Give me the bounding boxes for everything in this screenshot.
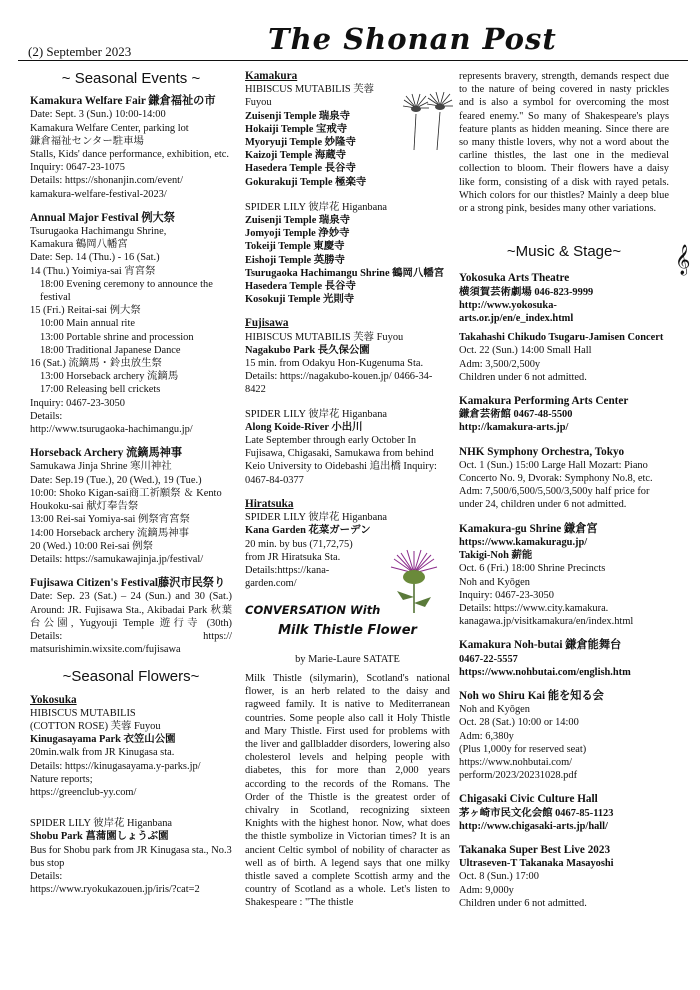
- event-annual-festival: [30, 212, 232, 436]
- concert-line: Oct. 28 (Sat.) 10:00 or 14:00: [459, 717, 579, 729]
- article-title-line2: Milk Thistle Flower: [278, 622, 417, 638]
- venue-title: Kamakura-gu Shrine 鎌倉宮: [459, 522, 598, 535]
- flower-line: 20 min. by bus (71,72,75): [245, 538, 353, 550]
- event-line: 20 (Wed.) 10:00 Rei-sai 例祭: [30, 540, 153, 552]
- flowers-yokosuka: [30, 694, 232, 800]
- venue-contact: 鎌倉芸術館 0467-48-5500: [459, 409, 573, 421]
- concert-link[interactable]: perform/2023/20231028.pdf: [459, 770, 578, 782]
- event-title: Kamakura Welfare Fair 鎌倉福祉の市: [30, 95, 216, 108]
- flower-line: HIBISCUS MUTABILIS 芙蓉 Fuyou: [245, 331, 404, 343]
- event-title: Horseback Archery 流鏑馬神事: [30, 447, 183, 460]
- seasonal-flowers-heading: ~Seasonal Flowers~: [62, 668, 200, 686]
- area-title: Yokosuka: [30, 693, 77, 706]
- temple-item: Jomyoji Temple 浄妙寺: [245, 228, 350, 240]
- temple-item: Myoryuji Temple 妙隆寺: [245, 137, 356, 149]
- header-rule: [18, 60, 688, 61]
- event-line: Kamakura 鶴岡八幡宮: [30, 239, 128, 251]
- concert-link[interactable]: https://www.nohbutai.com/: [459, 756, 573, 768]
- event-welfare-fair: [30, 95, 232, 201]
- flowers-shobu: [30, 817, 232, 896]
- concert-line: Adm: 9,000y: [459, 884, 514, 896]
- event-horseback-archery: [30, 447, 232, 566]
- temple-item: Eishoji Temple 英勝寺: [245, 254, 345, 266]
- article-body: Milk Thistle (silymarin), Scotland's national flower, is an herb related to the daisy and ragweed family. It is native to Mediterranean countries. Some people also call it Holy Thistle and Mary Thistle. First used for problems with the liver and gallbladder disorders, lowering also cholesterol levels and helping people with diabetes, this for more than 2,000 years according to the records of the Romans. The Order of the Thistle is the greatest order of chivalry in Scotland, recognizing sixteen Knights with the highest honor. Now, what does the thistle symbolize in Victorian times? It is an ancient Celtic symbol of nobility of character as well as of birth. A legend says that one milky thistle saved a complete Scottish army and the country of Scotland as a whole. Let's listen to Shakespeare : "The thistle: [245, 672, 450, 909]
- event-link[interactable]: http://www.tsurugaoka-hachimangu.jp/: [30, 424, 193, 436]
- concert-line: Adm: 6,380y: [459, 730, 514, 742]
- article-title-line1: CONVERSATION With: [245, 603, 381, 618]
- masthead: [0, 0, 700, 62]
- venue-chigasaki-hall: [459, 793, 669, 833]
- event-line: Date: Sept. 3 (Sun.) 10:00-14:00: [30, 109, 166, 121]
- flower-line: SPIDER LILY 彼岸花 Higanbana: [245, 201, 388, 213]
- concert-line: Oct. 6 (Fri.) 18:00 Shrine Precincts: [459, 563, 606, 575]
- event-line: 17:00 Releasing bell crickets: [40, 384, 161, 396]
- column-music-stage: [459, 70, 669, 921]
- temple-item: Zuisenji Temple 瑞泉寺: [245, 215, 351, 227]
- flower-line: (COTTON ROSE) 芙蓉 Fuyou: [30, 720, 161, 732]
- flower-line: SPIDER LILY 彼岸花 Higanbana: [245, 512, 388, 524]
- temple-item: Hokaiji Temple 宝戒寺: [245, 123, 348, 135]
- concert-link[interactable]: kanagawa.jp/visitkamakura/en/index.html: [459, 616, 634, 628]
- music-stage-heading: ~Music & Stage~: [506, 243, 622, 261]
- flower-text: Late September through early October In Fujisawa, Chigasaki, Samukawa from behind Keio University to Oidebashi 追出橋 Inquiry: 0467-84-0377: [245, 435, 437, 486]
- article-body-continued: represents bravery, strength, demands respect due to the nature of being covered in nasty prickles and is also a symbol for overcoming the most feared enemy." So many of Shakespeare's plays feature plants as hidden meaning. Since there are so many thistle lovers, why not a word about the carline thistles, the last one in the medieval collection to bloom. Their flowers have a daisy like form, consisting of a disk with rayed petals. Which colors for our thistles? Mainly a deep blue or a strong pink, besides many other variations.: [459, 71, 669, 215]
- temple-item: Zuisenji Temple 瑞泉寺: [245, 110, 351, 122]
- event-title: Fujisawa Citizen's Festival藤沢市民祭り: [30, 577, 226, 590]
- column-seasonal: [30, 70, 232, 907]
- venue-kamakuragu: [459, 523, 669, 629]
- temple-item: Hasedera Temple 長谷寺: [245, 163, 356, 175]
- event-line: 14:00 Horseback archery 流鏑馬神事: [30, 527, 189, 539]
- venue-title: NHK Symphony Orchestra, Tokyo: [459, 445, 625, 458]
- venue-link[interactable]: http://www.chigasaki-arts.jp/hall/: [459, 820, 608, 832]
- event-noh-wo-shiru-kai: [459, 690, 669, 782]
- park-name: Shobu Park 菖蒲園しょうぶ園: [30, 831, 169, 843]
- spider-lily-illustration: [402, 92, 462, 152]
- venue-title: Chigasaki Civic Culture Hall: [459, 793, 598, 806]
- event-line: Inquiry: 0467-23-3050: [30, 397, 125, 409]
- flower-line: 20min.walk from JR Kinugasa sta.: [30, 747, 175, 759]
- event-takanaka: [459, 844, 669, 910]
- venue-link[interactable]: https://www.nohbutai.com/english.htm: [459, 666, 631, 678]
- event-line: 13:00 Portable shrine and procession: [40, 331, 194, 343]
- temple-item: Kaizoji Temple 海蔵寺: [245, 150, 347, 162]
- venue-contact: 茅ヶ崎市民文化会館 0467-85-1123: [459, 807, 614, 819]
- temple-item: Gokurakuji Temple 極楽寺: [245, 176, 367, 188]
- flower-text: 15 min. from Odakyu Hon-Kugenuma Sta. Details: https://nagakubo-kouen.jp/ 0466-34-8422: [245, 358, 433, 396]
- concert-line: Noh and Kyōgen: [459, 704, 530, 716]
- flower-link[interactable]: Details:https://kana-: [245, 564, 330, 576]
- event-fujisawa-festival: [30, 577, 232, 656]
- concert-line: Adm: 3,500/2,500y: [459, 358, 541, 370]
- event-link[interactable]: Details: https://samukawajinja.jp/festival/: [30, 553, 204, 565]
- venue-title: Yokosuka Arts Theatre: [459, 272, 570, 285]
- flower-line: HIBISCUS MUTABILIS: [30, 707, 136, 719]
- venue-contact: 0467-22-5557: [459, 653, 518, 665]
- temple-item: Tokeiji Temple 東慶寺: [245, 241, 345, 253]
- event-line: 鎌倉福祉センター駐車場: [30, 135, 144, 147]
- temple-item: Kosokuji Temple 光則寺: [245, 294, 355, 306]
- concert-line: (Plus 1,000y for reserved seat): [459, 743, 587, 755]
- event-line: Details:: [30, 410, 63, 422]
- venue-yokosuka-arts: [459, 272, 669, 384]
- event-line: Date: Sep.19 (Tue.), 20 (Wed.), 19 (Tue.): [30, 474, 202, 486]
- venue-contact: 横須賀芸術劇場 046-823-9999: [459, 286, 594, 298]
- park-name: Nagakubo Park 長久保公園: [245, 344, 370, 356]
- concert-line: Oct. 22 (Sun.) 14:00 Small Hall: [459, 345, 592, 357]
- event-link[interactable]: kamakura-welfare-festival-2023/: [30, 188, 167, 200]
- park-name: Kana Garden 花菜ガーデン: [245, 525, 371, 537]
- event-line: Date: Sep. 14 (Thu.) - 16 (Sat.): [30, 252, 160, 264]
- concert-line: Noh and Kyōgen: [459, 576, 530, 588]
- event-nhk-symphony: [459, 446, 669, 512]
- venue-title: Takanaka Super Best Live 2023: [459, 843, 611, 856]
- event-line: 14 (Thu.) Yoimiya-sai 宵宮祭: [30, 265, 156, 277]
- event-line: Kamakura Welfare Center, parking lot: [30, 122, 189, 134]
- event-link[interactable]: Details: https://shonanjin.com/event/: [30, 175, 183, 187]
- event-line: 10:00: Shoko Kigan-sai商工祈願祭 ＆ Kento Houkoku-sai 献灯奉告祭: [30, 487, 222, 513]
- flower-line: Nature reports;: [30, 773, 93, 785]
- concert-title: Takahashi Chikudo Tsugaru-Jamisen Concert: [459, 332, 664, 344]
- concert-line: Oct. 8 (Sun.) 17:00: [459, 871, 539, 883]
- park-name: Along Koide-River 小出川: [245, 421, 363, 433]
- venue-title: Kamakura Performing Arts Center: [459, 395, 629, 408]
- newsletter-title: The Shonan Post: [268, 22, 557, 56]
- article-byline: by Marie-Laure SATATE: [295, 653, 400, 665]
- milk-thistle-illustration: [383, 545, 445, 615]
- event-line: 18:00 Traditional Japanese Dance: [40, 344, 181, 356]
- venue-title: Noh wo Shiru Kai 能を知る会: [459, 689, 604, 702]
- temple-item: Tsurugaoka Hachimangu Shrine 鶴岡八幡宮: [245, 267, 445, 279]
- venue-title: Kamakura Noh-butai 鎌倉能舞台: [459, 639, 622, 652]
- venue-link[interactable]: http://kamakura-arts.jp/: [459, 422, 569, 434]
- venue-link[interactable]: http://www.yokosuka-arts.or.jp/en/e_index.html: [459, 299, 574, 325]
- event-line: Inquiry: 0647-23-1075: [30, 162, 125, 174]
- park-name: Kinugasayama Park 衣笠山公園: [30, 734, 176, 746]
- flower-line: SPIDER LILY 彼岸花 Higanbana: [30, 818, 173, 830]
- area-title: Hiratsuka: [245, 497, 294, 510]
- seasonal-events-heading: ~ Seasonal Events ~: [61, 70, 201, 87]
- event-line: Tsurugaoka Hachimangu Shrine,: [30, 226, 167, 238]
- concert-title: Takigi-Noh 薪能: [459, 550, 533, 562]
- event-line: 13:00 Horseback archery 流鏑馬: [40, 371, 179, 383]
- concert-title: Ultraseven-T Takanaka Masayoshi: [459, 858, 614, 870]
- flower-link[interactable]: https://www.ryokukazouen.jp/iris/?cat=2: [30, 884, 200, 896]
- treble-clef-icon: 𝄞: [675, 245, 691, 275]
- flower-link[interactable]: garden.com/: [245, 578, 297, 590]
- event-line: Samukawa Jinja Shrine 寒川神社: [30, 461, 172, 473]
- column-flowers-article: [245, 70, 450, 910]
- flower-line: HIBISCUS MUTABILIS 芙蓉 Fuyou: [245, 84, 375, 109]
- event-title: Annual Major Festival 例大祭: [30, 211, 175, 224]
- flower-line: Bus for Shobu park from JR Kinugasa sta., No.3 bus stop: [30, 844, 232, 869]
- flowers-fujisawa: [245, 317, 450, 486]
- event-text: Date: Sep. 23 (Sat.) – 24 (Sun.) and 30 (Sat.) Around: JR. Fujisawa Sta., Akibadai Park 秋葉台公園, Yugyouji Temple 遊行寺 (30th) Details: https:// matsurishimin.wixsite.com/fujisawa: [30, 591, 232, 656]
- event-line: Stalls, Kids' dance performance, exhibition, etc.: [30, 149, 229, 161]
- concert-link[interactable]: Details: https://www.city.kamakura.: [459, 602, 609, 614]
- concert-line: Children under 6 not admitted.: [459, 371, 587, 383]
- issue-label: (2) September 2023: [28, 44, 132, 59]
- venue-kamakura-arts: [459, 395, 669, 435]
- event-line: 15 (Fri.) Reitai-sai 例大祭: [30, 305, 141, 317]
- area-title: Kamakura: [245, 70, 298, 82]
- flower-link[interactable]: https://greenclub-yy.com/: [30, 786, 137, 798]
- event-line: 16 (Sat.) 流鏑馬・鈴虫放生祭: [30, 358, 162, 370]
- venue-noh-butai: [459, 639, 669, 679]
- flower-link[interactable]: Details: https://kinugasayama.y-parks.jp/: [30, 760, 201, 772]
- concert-line: Children under 6 not admitted.: [459, 897, 587, 909]
- event-line: 18:00 Evening ceremony to announce the festival: [40, 278, 213, 304]
- flower-line: from JR Hiratsuka Sta.: [245, 551, 341, 563]
- flower-line: SPIDER LILY 彼岸花 Higanbana: [245, 408, 388, 420]
- flower-line: Details:: [30, 870, 63, 882]
- event-line: 10:00 Main annual rite: [40, 318, 135, 330]
- venue-link[interactable]: https://www.kamakuragu.jp/: [459, 536, 588, 548]
- event-line: 13:00 Rei-sai Yomiya-sai 例祭宵宮祭: [30, 514, 190, 526]
- concert-text: Oct. 1 (Sun.) 15:00 Large Hall Mozart: Piano Concerto No. 9, Dvorak: Symphony No.8, etc. Adm: 7,500/6,500/5,500/3,500y half price for under 24, children under 6 not admitted.: [459, 459, 653, 511]
- concert-line: Inquiry: 0467-23-3050: [459, 589, 554, 601]
- temple-item: Hasedera Temple 長谷寺: [245, 281, 356, 293]
- area-title: Fujisawa: [245, 317, 289, 330]
